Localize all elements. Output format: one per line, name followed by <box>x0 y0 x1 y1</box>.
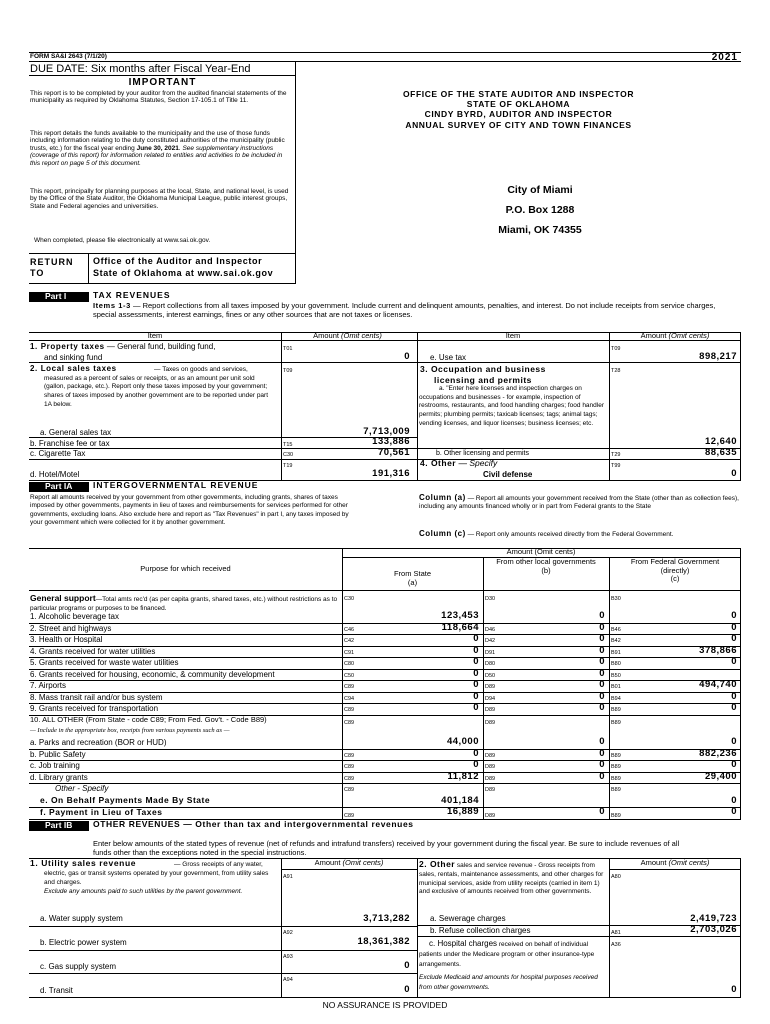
addressee-city: City of Miami <box>507 184 573 196</box>
amount-local: 0 <box>599 667 605 679</box>
hospital-bold: c. Hospital charges <box>429 939 498 948</box>
code-c89-f: C89 <box>344 813 355 819</box>
code-state: C50 <box>344 672 355 679</box>
p1b-right-border <box>740 858 741 998</box>
general-sales-label: a. General sales tax <box>40 428 112 437</box>
sales-taxes-text: — Taxes on goods and services, measured as a percent of sales or receipts, or as an amount per unit sold (gallon, package, etc.). Report only these taxes imposed by your government; shares of taxes imposed by another government are to be reported under part 1A below. <box>44 366 269 408</box>
amount-federal: 0 <box>731 702 737 713</box>
all-other-hint: — Include in the appropriate box, receipts from various payments such as — <box>30 727 230 734</box>
general-support-bold: General support <box>30 593 96 603</box>
general-sales-amount: 7,713,009 <box>363 426 410 437</box>
code-state: C80 <box>344 661 355 667</box>
general-support-label <box>30 592 340 614</box>
return-line-1: Office of the Auditor and Inspector <box>93 256 263 266</box>
code-d89-f: D89 <box>485 813 496 819</box>
header-para-4: When completed, please file electronically at www.sai.ok.gov. <box>34 237 211 244</box>
sewerage-amount: 2,419,723 <box>690 913 737 924</box>
row-label: 3. Health or Hospital <box>30 635 103 644</box>
property-taxes-text: — General fund, building fund, <box>104 342 216 351</box>
column-c-instr <box>419 529 739 539</box>
column-c-bold: Column (c) <box>419 529 466 538</box>
code-t28: T28 <box>611 368 621 374</box>
property-taxes-bold: 1. Property taxes <box>30 342 105 351</box>
p1-row-rule-4 <box>29 459 418 460</box>
all-other-label: 10. ALL OTHER (From State - code C89; From Fed. Gov't. - Code B89) <box>30 715 267 724</box>
addressee-block <box>440 181 640 241</box>
gas-amount: 0 <box>404 960 410 971</box>
code-c30: C30 <box>283 452 294 458</box>
para2-end: . See supplementary instructions (coverage of this report) for information related to entities and activities to be included in this report on page 5 of this document. <box>30 144 283 167</box>
from-local-sub: (b) <box>541 565 551 575</box>
amount-state: 123,453 <box>441 610 479 621</box>
code-b89-os: B89 <box>611 787 621 793</box>
return-divider <box>88 254 89 284</box>
part-1-instr-text: — Report collections from all taxes imposed by your government. Include current and delinquent amounts, penalties, and interest. Do not include receipts from service charges, special assessments, interest earnings, fines or any other sources that are not taxes or licenses. <box>93 301 716 319</box>
amount-federal: 0 <box>731 759 737 770</box>
code-state: C46 <box>344 626 355 633</box>
code-a93: A93 <box>283 954 293 960</box>
p1b-header-rule-right <box>609 869 741 870</box>
row-label: a. Parks and recreation (BOR or HUD) <box>30 738 167 747</box>
from-federal-header <box>609 558 741 584</box>
refuse-amount: 2,703,026 <box>690 924 737 935</box>
property-taxes-label-2: and sinking fund <box>44 353 103 362</box>
amount-local: 0 <box>599 702 605 713</box>
para2-start: This report details the funds available to the municipality and the use of those funds including information relating to the duty constituted authorities of the municipality (public trusts, etc.) for the fiscal year ending <box>30 130 285 152</box>
due-date-rule <box>29 62 296 76</box>
code-a80: A80 <box>611 874 621 880</box>
code-c30-gs: C30 <box>344 596 355 602</box>
code-t01: T01 <box>283 346 293 352</box>
p1b-amount-hdr-left <box>281 859 417 868</box>
amount-state: 11,812 <box>447 770 479 782</box>
cigarette-label: c. Cigarette Tax <box>30 449 86 458</box>
header-para-2 <box>30 130 294 167</box>
amount-federal: 0 <box>731 736 737 747</box>
amount-state: 44,000 <box>446 736 479 747</box>
hospital-amount: 0 <box>731 984 737 995</box>
on-behalf-federal: 0 <box>731 795 737 806</box>
addressee-citystate: Miami, OK 74355 <box>498 223 582 236</box>
items-1-3-label: Items 1-3 <box>93 301 131 310</box>
column-a-text: — Report all amounts your government received from the State (other than as collection fees), including any amounts financed wholly or in part from Federal grants to the State <box>419 495 739 511</box>
row-label: d. Library grants <box>30 772 88 782</box>
other-sales-text: sales and service revenue - Gross receipts from sales, rentals, maintenance assessments, and other charges for municipal services, aside from utility receipts (carried in item 1) and exclusive of amounts received from other governments. <box>419 862 604 896</box>
other-licensing-amount: 88,635 <box>704 447 737 458</box>
purpose-header: Purpose for which received <box>140 564 231 573</box>
cigarette-amount: 70,561 <box>377 447 410 458</box>
hospital-label <box>419 938 607 970</box>
p1b-rule-b <box>29 950 418 951</box>
from-state-text: From State <box>393 569 432 578</box>
amount-local: 0 <box>599 770 605 782</box>
other-specify-label: Other - Specify <box>55 784 109 793</box>
water-supply-amount: 3,713,282 <box>363 913 410 924</box>
return-address <box>93 256 273 279</box>
row-label: 1. Alcoholic beverage tax <box>30 612 119 621</box>
other-tax-bold: 4. Other <box>420 458 457 468</box>
code-federal: B89 <box>611 764 621 770</box>
code-federal: B80 <box>611 661 621 667</box>
p1b-rule-a <box>29 926 418 927</box>
code-local: D89 <box>485 775 496 782</box>
col-amount-1-omit: (Omit cents) <box>341 331 382 340</box>
hospital-text: received on behalf of individual patients under the Medicare program or other insurance-type arrangements. <box>419 941 595 968</box>
code-state: C94 <box>344 695 355 702</box>
code-state: C89 <box>344 764 355 770</box>
p1b-bottom-rule <box>29 997 741 998</box>
from-local-text: From other local governments <box>496 557 596 566</box>
code-d89-os: D89 <box>485 787 496 793</box>
code-c89-os: C89 <box>344 787 355 793</box>
code-a92: A92 <box>283 930 293 936</box>
code-state: C89 <box>344 707 355 713</box>
amount-omit-header: Amount (Omit cents) <box>506 547 576 556</box>
addressee-pobox: P.O. Box 1288 <box>505 203 575 216</box>
occupation-line-1: 3. Occupation and business <box>420 364 546 374</box>
code-local: D89 <box>485 707 496 713</box>
row-label: 5. Grants received for waste water utilities <box>30 658 179 667</box>
row-label: 9. Grants received for transportation <box>30 704 159 713</box>
part-1b-title: OTHER REVENUES — Other than tax and intergovernmental revenues <box>93 819 414 829</box>
amount-local: 0 <box>599 736 605 747</box>
p1b-rule-c <box>29 973 418 974</box>
p1b-div-2 <box>417 858 418 998</box>
amount-state: 0 <box>473 702 479 713</box>
amount-state: 118,664 <box>441 621 479 633</box>
occupation-a-amount: 12,640 <box>704 436 737 447</box>
code-d89-other: D89 <box>485 720 496 726</box>
row-label: 7. Airports <box>30 681 67 690</box>
code-federal: B94 <box>611 695 621 702</box>
amount-federal: 882,236 <box>699 747 737 759</box>
code-federal: B42 <box>611 638 621 644</box>
on-behalf-label: e. On Behalf Payments Made By State <box>40 795 211 805</box>
due-date: DUE DATE: Six months after Fiscal Year-End <box>30 63 251 75</box>
occupation-label <box>420 364 546 386</box>
code-a94: A94 <box>283 977 293 983</box>
p1b-amount-hdr-left-text: Amount <box>314 858 343 867</box>
p1-div-2 <box>417 332 418 480</box>
part-1a-tag: Part IA <box>29 482 89 492</box>
hospital-exclude: Exclude Medicaid and amounts for hospital purposes received from other governments. <box>419 974 598 991</box>
occupation-line-2: licensing and permits <box>434 375 532 386</box>
p1b-header-rule-left <box>281 869 417 870</box>
amount-local: 0 <box>599 690 605 702</box>
from-local-header <box>483 558 609 575</box>
property-taxes-label <box>30 342 280 351</box>
header-para-3: This report, principally for planning purposes at the local, State, and national level, is used by the Office of the State Auditor, the Oklahoma Municipal League, public interest groups, State and Federal agencies and universities. <box>30 188 289 210</box>
amount-local: 0 <box>599 759 605 770</box>
amount-state: 0 <box>473 747 479 759</box>
general-support-text: —Total amts rec'd (as per capita grants, shared taxes, etc.) without restrictions as to particular programs or purposes to be financed. <box>30 596 338 613</box>
code-a36: A36 <box>611 942 621 948</box>
amount-local: 0 <box>599 679 605 690</box>
p1-row-rule-1 <box>29 362 418 363</box>
amount-federal: 0 <box>731 610 737 621</box>
amount-state: 0 <box>473 690 479 702</box>
code-federal: B50 <box>611 672 621 679</box>
amount-state: 0 <box>473 679 479 690</box>
part-1a-left-instr: Report all amounts received by your government from other governments, including grants, shares of taxes imposed by other governments, payments in lieu of taxes and reimbursements for services performed for other governments, excluding loans. Also exclude here and report as "Tax Revenues" in part I, any taxes imposed by your government which were collected for it by another government. <box>30 494 349 527</box>
form-year: 2021 <box>711 52 738 63</box>
office-line-2: STATE OF OKLAHOMA <box>466 99 571 110</box>
utility-sales-exclude: Exclude any amounts paid to such utilities by the parent government. <box>44 888 243 895</box>
code-t09-sales: T09 <box>283 368 293 374</box>
office-block <box>296 89 741 130</box>
amount-local: 0 <box>599 610 605 621</box>
amount-federal: 0 <box>731 656 737 667</box>
amount-state: 0 <box>473 667 479 679</box>
franchise-amount: 133,886 <box>372 436 410 447</box>
amount-state: 0 <box>473 759 479 770</box>
other-tax-specify: — Specify <box>456 458 498 468</box>
code-state: C89 <box>344 775 355 782</box>
other-tax-label <box>420 459 497 469</box>
code-local: D46 <box>485 626 496 633</box>
amount-federal: 494,740 <box>699 679 737 690</box>
amount-state: 0 <box>473 656 479 667</box>
water-supply-label: a. Water supply system <box>40 914 123 923</box>
code-d30-gs: D30 <box>485 596 496 602</box>
gas-label: c. Gas supply system <box>40 962 117 971</box>
col-amount-2 <box>609 332 741 341</box>
col-amount-2-omit: (Omit cents) <box>668 331 710 340</box>
code-local: D42 <box>485 638 496 644</box>
p1b-amount-hdr-right <box>609 859 741 868</box>
row-label: b. Public Safety <box>30 749 86 759</box>
part-1b-tag: Part IB <box>29 821 89 831</box>
amount-local: 0 <box>599 633 605 644</box>
p1b-amount-hdr-right-text: Amount <box>640 858 669 867</box>
electric-label: b. Electric power system <box>40 938 127 947</box>
para2-date: June 30, 2021 <box>136 144 179 152</box>
p1b-amount-hdr-left-omit: (Omit cents) <box>342 858 384 867</box>
return-line-2: State of Oklahoma at www.sai.ok.gov <box>93 267 274 278</box>
code-c89-other: C89 <box>344 720 355 726</box>
header-para-1: This report is to be completed by your auditor from the audited financial statements of the municipality as required by Oklahoma Statutes, Section 17-105.1 of Title 11. <box>30 90 287 105</box>
code-local: D94 <box>485 695 496 702</box>
property-taxes-amount: 0 <box>404 351 410 362</box>
p1b-amount-hdr-right-omit: (Omit cents) <box>668 858 710 867</box>
other-sales-label <box>419 859 607 897</box>
amount-state: 0 <box>473 633 479 644</box>
code-t99: T99 <box>611 463 621 469</box>
column-a-instr <box>419 493 739 512</box>
code-a81: A81 <box>611 930 621 936</box>
code-state: C89 <box>344 684 355 690</box>
code-t15: T15 <box>283 442 293 448</box>
code-local: D80 <box>485 661 496 667</box>
part-1b-instr: Enter below amounts of the stated types of revenue (net of refunds and intrafund transfers) received by your government during the fiscal year. Be sure to include revenues of all funds other than the exceptions noted in the special instructions. <box>93 839 680 857</box>
column-a-bold: Column (a) <box>419 493 466 502</box>
amount-local: 0 <box>599 621 605 633</box>
from-state-header <box>342 570 483 587</box>
col-item-1: Item <box>147 331 163 340</box>
hotel-label: d. Hotel/Motel <box>30 470 80 479</box>
code-local: D89 <box>485 764 496 770</box>
row-label: c. Job training <box>30 761 80 770</box>
code-federal: B89 <box>611 775 621 782</box>
col-item-2: Item <box>505 331 521 340</box>
amount-federal: 0 <box>731 621 737 633</box>
code-federal: B91 <box>611 649 621 656</box>
p1r-rule-1 <box>418 362 741 363</box>
sewerage-label: a. Sewerage charges <box>430 914 506 923</box>
use-tax-amount: 898,217 <box>699 351 737 362</box>
code-t09-use: T09 <box>611 346 621 352</box>
transit-label: d. Transit <box>40 986 73 995</box>
p1b-rule-refuse <box>418 936 741 937</box>
code-a91: A91 <box>283 874 293 880</box>
p1-right-border <box>740 332 741 480</box>
pilot-federal: 0 <box>731 806 737 817</box>
code-federal: B89 <box>611 752 621 759</box>
col-amount-2-text: Amount <box>640 331 669 340</box>
part-1a-title: INTERGOVERNMENTAL REVENUE <box>93 480 259 490</box>
code-t19: T19 <box>283 463 293 469</box>
amount-federal: 0 <box>731 690 737 702</box>
franchise-label: b. Franchise fee or tax <box>30 439 110 448</box>
part-1-tag: Part I <box>29 292 89 302</box>
office-line-4: ANNUAL SURVEY OF CITY AND TOWN FINANCES <box>405 119 632 130</box>
code-local: D91 <box>485 649 496 656</box>
transit-amount: 0 <box>404 984 410 995</box>
code-b89-other: B89 <box>611 720 621 726</box>
code-local: D89 <box>485 752 496 759</box>
code-local: D50 <box>485 672 496 679</box>
row-label: 6. Grants received for housing, economic, & community development <box>30 669 275 679</box>
use-tax-label: e. Use tax <box>430 353 467 362</box>
form-header-rule <box>29 52 741 62</box>
civil-defense-label: Civil defense <box>483 470 533 479</box>
amount-federal: 378,866 <box>699 644 737 656</box>
refuse-label: b. Refuse collection charges <box>430 926 531 935</box>
code-federal: B46 <box>611 626 621 633</box>
amount-local: 0 <box>599 656 605 667</box>
return-to-label: RETURN TO <box>30 257 74 279</box>
p1a-right-border <box>740 548 741 819</box>
form-id: FORM SA&I 2643 (7/1/20) <box>30 53 107 60</box>
office-line-1: OFFICE OF THE STATE AUDITOR AND INSPECTOR <box>402 89 635 99</box>
sales-taxes-bold: 2. Local sales taxes <box>30 364 117 373</box>
on-behalf-state: 401,184 <box>441 795 479 806</box>
from-state-sub: (a) <box>407 577 418 587</box>
code-state: C42 <box>344 638 355 644</box>
pilot-label: f. Payment in Lieu of Taxes <box>40 807 163 817</box>
code-federal: B89 <box>611 707 621 713</box>
civil-defense-amount: 0 <box>731 468 737 479</box>
pilot-state: 16,889 <box>446 806 479 817</box>
from-federal-sub: (c) <box>670 574 680 584</box>
code-state: C91 <box>344 649 355 656</box>
pilot-local: 0 <box>599 806 605 817</box>
col-amount-1 <box>281 332 414 341</box>
code-local: D89 <box>485 684 496 690</box>
row-label: 8. Mass transit rail and/or bus system <box>30 692 163 702</box>
utility-sales-text: — Gross receipts of any water, electric, gas or transit systems operated by your government, from utility sales and charges. <box>44 861 269 886</box>
footer-note: NO ASSURANCE IS PROVIDED <box>322 1000 448 1010</box>
code-b30-gs: B30 <box>611 596 621 602</box>
other-sales-bold: 2. Other <box>419 859 456 869</box>
row-label: 4. Grants received for water utilities <box>30 646 156 656</box>
part-1-instructions <box>93 302 733 319</box>
office-line-3: CINDY BYRD, AUDITOR AND INSPECTOR <box>424 109 613 120</box>
amount-state: 0 <box>473 644 479 656</box>
row-rule <box>29 783 741 784</box>
col-amount-1-text: Amount <box>313 331 342 340</box>
amount-local: 0 <box>599 644 605 656</box>
column-c-text: — Report only amounts received directly from the Federal Government. <box>465 531 674 538</box>
code-t29: T29 <box>611 452 621 458</box>
amount-local: 0 <box>599 747 605 759</box>
amount-federal: 29,400 <box>704 770 737 782</box>
p1b-div-1 <box>281 858 282 998</box>
utility-sales-bold: 1. Utility sales revenue <box>30 858 137 868</box>
from-federal-text: From Federal Government (directly) <box>630 557 720 575</box>
occupation-a-text: a. "Enter here licenses and inspection charges on occupations and businesses - for example, inspection of restrooms, restaurants, and food handling charges; food handler permits; plumbing permits; taxicab licenses; tags; animal tags; vending licenses, and liquor licenses; business licenses; etc. <box>419 385 605 427</box>
part-1-title: TAX REVENUES <box>93 290 171 300</box>
electric-amount: 18,361,382 <box>357 936 410 947</box>
amount-federal: 0 <box>731 633 737 644</box>
code-b89-f: B89 <box>611 813 621 819</box>
row-label: 2. Street and highways <box>30 623 112 633</box>
hotel-amount: 191,316 <box>372 468 410 479</box>
code-state: C89 <box>344 752 355 759</box>
other-licensing-label: b. Other licensing and permits <box>436 450 529 457</box>
code-federal: B01 <box>611 684 621 690</box>
important-heading: IMPORTANT <box>128 77 197 88</box>
